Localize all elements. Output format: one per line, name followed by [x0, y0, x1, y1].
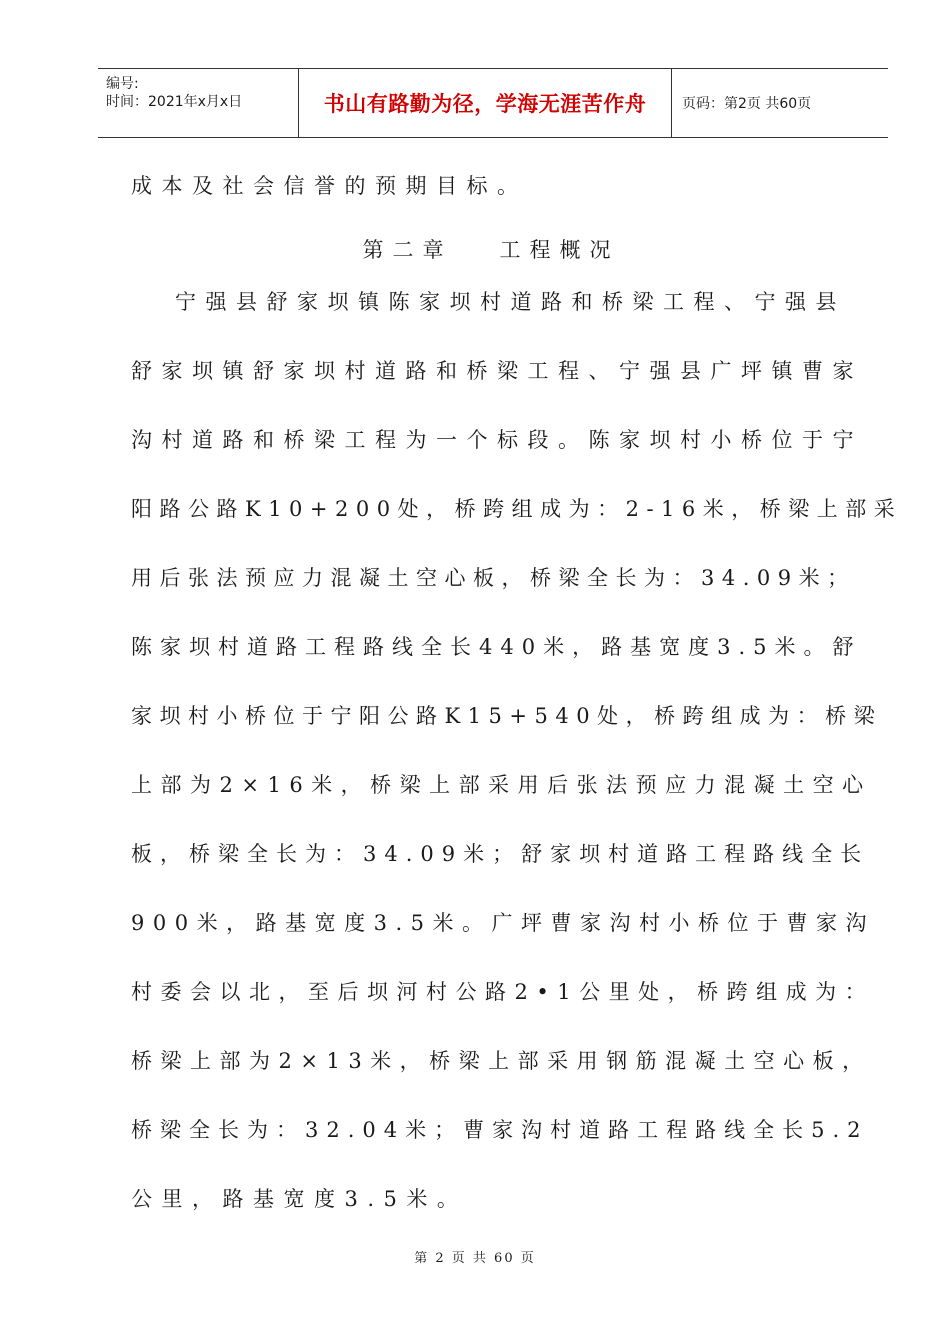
page-code: 页码：第2页 共60页	[682, 96, 812, 112]
body-line: 阳路公路K10+200处，桥跨组成为：2-16米，桥梁上部采	[131, 497, 903, 521]
body-line: 公里，路基宽度3.5米。	[131, 1187, 468, 1211]
header-motto-cell	[299, 69, 672, 137]
body-line: 沟村道路和桥梁工程为一个标段。陈家坝村小桥位于宁	[131, 428, 863, 452]
header-meta	[98, 69, 299, 137]
body-line: 上部为2×16米，桥梁上部采用后张法预应力混凝土空心	[131, 773, 872, 797]
page-footer: 第 2 页 共 60 页	[414, 1251, 536, 1266]
chapter-heading: 第二章 工程概况	[362, 238, 620, 262]
time-label: 时间：2021年x月x日	[106, 94, 243, 110]
motto-text: 书山有路勤为径，学海无涯苦作舟	[323, 92, 647, 116]
number-label: 编号:	[106, 76, 139, 92]
body-line: 村委会以北，至后坝河村公路2•1公里处，桥跨组成为：	[131, 980, 875, 1004]
body-line: 900米，路基宽度3.5米。广坪曹家沟村小桥位于曹家沟	[131, 911, 875, 935]
header-page-code-cell	[672, 69, 888, 137]
body-line: 板，桥梁全长为：34.09米；舒家坝村道路工程路线全长	[131, 842, 870, 866]
body-line: 桥梁全长为：32.04米；曹家沟村道路工程路线全长5.2	[131, 1118, 869, 1142]
body-line: 桥梁上部为2×13米，桥梁上部采用钢筋混凝土空心板，	[131, 1049, 872, 1073]
body-line: 成本及社会信誉的预期目标。	[131, 174, 528, 198]
body-line: 用后张法预应力混凝土空心板，桥梁全长为：34.09米；	[131, 566, 856, 590]
body-line: 宁强县舒家坝镇陈家坝村道路和桥梁工程、宁强县	[175, 290, 846, 314]
body-line: 陈家坝村道路工程路线全长440米，路基宽度3.5米。舒	[131, 635, 862, 659]
body-line: 家坝村小桥位于宁阳公路K15+540处，桥跨组成为：桥梁	[131, 704, 883, 728]
page-header	[98, 68, 888, 138]
body-line: 舒家坝镇舒家坝村道路和桥梁工程、宁强县广坪镇曹家	[131, 359, 863, 383]
